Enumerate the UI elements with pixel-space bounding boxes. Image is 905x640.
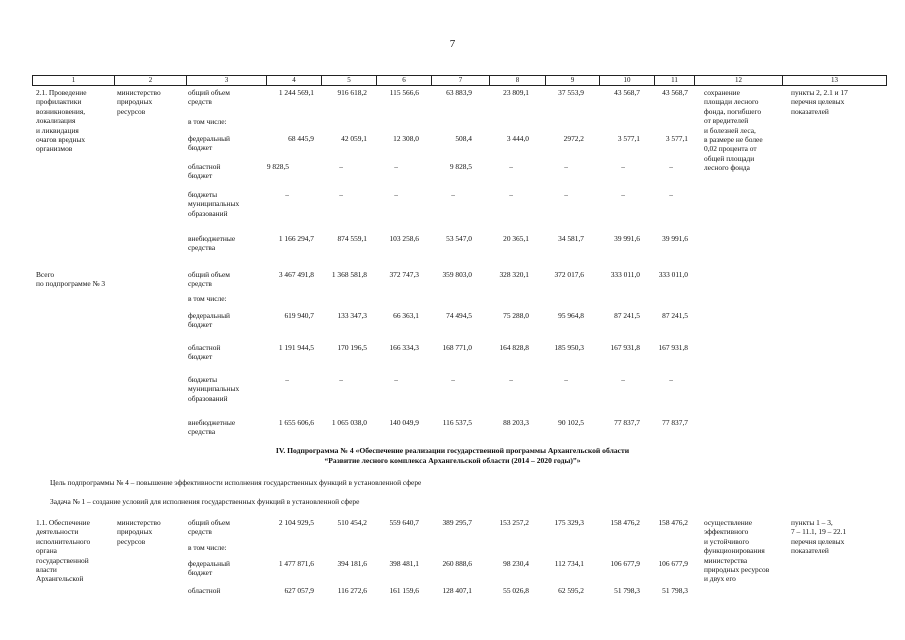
value-cell: 90 102,5 xyxy=(558,418,584,427)
value-cell: 619 940,7 xyxy=(284,311,314,320)
value-cell: 1 477 871,6 xyxy=(278,559,314,568)
value-cell: 372 747,3 xyxy=(389,270,419,279)
value-cell: 106 677,9 xyxy=(610,559,640,568)
value-cell: 1 065 038,0 xyxy=(331,418,367,427)
section-heading: IV. Подпрограмма № 4 «Обеспечение реализации государственной программы Архангельской области xyxy=(275,446,630,455)
funding-source-label: областной xyxy=(188,586,221,595)
value-cell: 874 559,1 xyxy=(337,234,367,243)
header-cell: 13 xyxy=(783,76,887,86)
expected-result: осуществление эффективного и устойчивого функционирования министерства природных ресурсов и двух его xyxy=(704,518,770,584)
value-cell: 394 181,6 xyxy=(337,559,367,568)
value-cell: 68 445,9 xyxy=(288,134,314,143)
value-cell: 627 057,9 xyxy=(284,586,314,595)
value-cell: 62 595,2 xyxy=(558,586,584,595)
header-cell: 7 xyxy=(432,76,490,86)
header-cell: 6 xyxy=(377,76,432,86)
value-cell: 77 837,7 xyxy=(662,418,688,427)
value-cell: 133 347,3 xyxy=(337,311,367,320)
value-cell: 39 991,6 xyxy=(614,234,640,243)
value-cell: 115 566,6 xyxy=(389,88,419,97)
value-cell: 37 553,9 xyxy=(558,88,584,97)
value-cell: 1 368 581,8 xyxy=(331,270,367,279)
value-cell: 158 476,2 xyxy=(658,518,688,527)
value-cell: 106 677,9 xyxy=(658,559,688,568)
value-cell: 389 295,7 xyxy=(442,518,472,527)
value-cell: – xyxy=(451,375,455,384)
value-cell: 88 203,3 xyxy=(503,418,529,427)
value-cell: 167 931,8 xyxy=(658,343,688,352)
value-cell: 112 734,1 xyxy=(554,559,584,568)
value-cell: – xyxy=(394,162,398,171)
value-cell: 42 059,1 xyxy=(341,134,367,143)
funding-source-label: в том числе: xyxy=(188,294,227,303)
measure-name: 2.1. Проведение профилактики возникновения, локализация и ликвидация очагов вредных организмов xyxy=(36,88,87,154)
funding-source-label: в том числе: xyxy=(188,543,227,552)
value-cell: 103 258,6 xyxy=(389,234,419,243)
value-cell: 23 809,1 xyxy=(503,88,529,97)
value-cell: – xyxy=(285,190,289,199)
page-number: 7 xyxy=(449,38,456,50)
funding-source-label: федеральный бюджет xyxy=(188,134,230,153)
section-heading-subtitle: “Развитие лесного комплекса Архангельской области (2014 – 2020 годы)”» xyxy=(324,456,581,465)
value-cell: 116 272,6 xyxy=(337,586,367,595)
value-cell: 166 334,3 xyxy=(389,343,419,352)
value-cell: 168 771,0 xyxy=(442,343,472,352)
header-cell: 2 xyxy=(115,76,187,86)
header-cell: 5 xyxy=(322,76,377,86)
value-cell: 167 931,8 xyxy=(610,343,640,352)
value-cell: – xyxy=(509,162,513,171)
funding-source-label: областной бюджет xyxy=(188,162,221,181)
header-cell: 1 xyxy=(33,76,115,86)
value-cell: – xyxy=(621,190,625,199)
value-cell: 116 537,5 xyxy=(442,418,472,427)
value-cell: 98 230,4 xyxy=(503,559,529,568)
value-cell: 63 883,9 xyxy=(446,88,472,97)
subprogram-task: Задача № 1 – создание условий для исполнения государственных функций в установленной сфере xyxy=(50,497,360,506)
funding-source-label: бюджеты муниципальных образований xyxy=(188,190,240,218)
value-cell: 74 494,5 xyxy=(446,311,472,320)
value-cell: – xyxy=(339,375,343,384)
value-cell: 508,4 xyxy=(455,134,472,143)
value-cell: 9 828,5 xyxy=(266,162,289,171)
value-cell: – xyxy=(621,375,625,384)
value-cell: 1 244 569,1 xyxy=(278,88,314,97)
expected-result: сохранение площади лесного фонда, погибшего от вредителей и болезней леса, в размере не более 0,02 процента от общей площади лесного фонда xyxy=(704,88,763,173)
value-cell: 43 568,7 xyxy=(662,88,688,97)
value-cell: 66 363,1 xyxy=(393,311,419,320)
value-cell: – xyxy=(451,190,455,199)
value-cell: – xyxy=(509,375,513,384)
value-cell: 164 828,8 xyxy=(499,343,529,352)
value-cell: 333 011,0 xyxy=(658,270,688,279)
value-cell: 87 241,5 xyxy=(662,311,688,320)
value-cell: 185 950,3 xyxy=(554,343,584,352)
value-cell: – xyxy=(669,375,673,384)
value-cell: 20 365,1 xyxy=(503,234,529,243)
header-cell: 8 xyxy=(490,76,546,86)
value-cell: – xyxy=(339,162,343,171)
funding-source-label: областной бюджет xyxy=(188,343,221,362)
funding-source-label: федеральный бюджет xyxy=(188,311,230,330)
value-cell: – xyxy=(285,375,289,384)
funding-source-label: бюджеты муниципальных образований xyxy=(188,375,240,403)
value-cell: – xyxy=(509,190,513,199)
header-cell: 11 xyxy=(655,76,695,86)
value-cell: 51 798,3 xyxy=(662,586,688,595)
value-cell: 53 547,0 xyxy=(446,234,472,243)
value-cell: 3 444,0 xyxy=(506,134,529,143)
value-cell: 75 288,0 xyxy=(503,311,529,320)
value-cell: – xyxy=(564,190,568,199)
value-cell: 153 257,2 xyxy=(499,518,529,527)
responsible-executor: министерство природных ресурсов xyxy=(117,88,161,116)
value-cell: 260 888,6 xyxy=(442,559,472,568)
value-cell: 87 241,5 xyxy=(614,311,640,320)
header-cell: 4 xyxy=(267,76,322,86)
measure-name: 1.1. Обеспечение деятельности исполнительного органа государственной власти Архангельской xyxy=(36,518,91,584)
value-cell: 175 329,3 xyxy=(554,518,584,527)
value-cell: 128 407,1 xyxy=(442,586,472,595)
header-cell: 9 xyxy=(546,76,600,86)
value-cell: 3 467 491,8 xyxy=(278,270,314,279)
header-cell: 10 xyxy=(600,76,655,86)
value-cell: 3 577,1 xyxy=(617,134,640,143)
value-cell: 916 618,2 xyxy=(337,88,367,97)
value-cell: 43 568,7 xyxy=(614,88,640,97)
value-cell: 170 196,5 xyxy=(337,343,367,352)
responsible-executor: министерство природных ресурсов xyxy=(117,518,161,546)
funding-source-label: общий объем средств xyxy=(188,518,230,537)
column-number-header xyxy=(32,75,887,86)
value-cell: 161 159,6 xyxy=(389,586,419,595)
value-cell: 333 011,0 xyxy=(610,270,640,279)
value-cell: 328 320,1 xyxy=(499,270,529,279)
value-cell: – xyxy=(394,375,398,384)
value-cell: 77 837,7 xyxy=(614,418,640,427)
funding-source-label: в том числе: xyxy=(188,117,227,126)
value-cell: 55 026,8 xyxy=(503,586,529,595)
funding-source-label: федеральный бюджет xyxy=(188,559,230,578)
value-cell: – xyxy=(669,190,673,199)
value-cell: 559 640,7 xyxy=(389,518,419,527)
header-cell: 12 xyxy=(695,76,783,86)
value-cell: 140 049,9 xyxy=(389,418,419,427)
value-cell: – xyxy=(621,162,625,171)
value-cell: 12 308,0 xyxy=(393,134,419,143)
value-cell: 39 991,6 xyxy=(662,234,688,243)
value-cell: 2972,2 xyxy=(563,134,584,143)
target-indicator-ref: пункты 2, 2.1 и 17 перечня целевых показателей xyxy=(791,88,848,116)
total-label: Всего по подпрограмме № 3 xyxy=(36,270,106,289)
value-cell: – xyxy=(564,162,568,171)
value-cell: 359 803,0 xyxy=(442,270,472,279)
subprogram-goal: Цель подпрограммы № 4 – повышение эффективности исполнения государственных функций в установленной сфере xyxy=(50,478,422,487)
value-cell: 158 476,2 xyxy=(610,518,640,527)
value-cell: – xyxy=(669,162,673,171)
funding-source-label: внебюджетные средства xyxy=(188,418,236,437)
value-cell: 51 798,3 xyxy=(614,586,640,595)
funding-source-label: общий объем средств xyxy=(188,270,230,289)
value-cell: 372 017,6 xyxy=(554,270,584,279)
value-cell: 3 577,1 xyxy=(665,134,688,143)
value-cell: – xyxy=(564,375,568,384)
value-cell: 1 191 944,5 xyxy=(278,343,314,352)
value-cell: – xyxy=(394,190,398,199)
value-cell: 1 166 294,7 xyxy=(278,234,314,243)
target-indicator-ref: пункты 1 – 3, 7 – 11.1, 19 – 22.1 перечня целевых показателей xyxy=(791,518,847,556)
funding-source-label: общий объем средств xyxy=(188,88,230,107)
value-cell: 2 104 929,5 xyxy=(278,518,314,527)
value-cell: 34 581,7 xyxy=(558,234,584,243)
value-cell: 510 454,2 xyxy=(337,518,367,527)
value-cell: 1 655 606,6 xyxy=(278,418,314,427)
value-cell: – xyxy=(339,190,343,199)
value-cell: 9 828,5 xyxy=(449,162,472,171)
header-cell: 3 xyxy=(187,76,267,86)
value-cell: 95 964,8 xyxy=(558,311,584,320)
value-cell: 398 481,1 xyxy=(389,559,419,568)
funding-source-label: внебюджетные средства xyxy=(188,234,236,253)
